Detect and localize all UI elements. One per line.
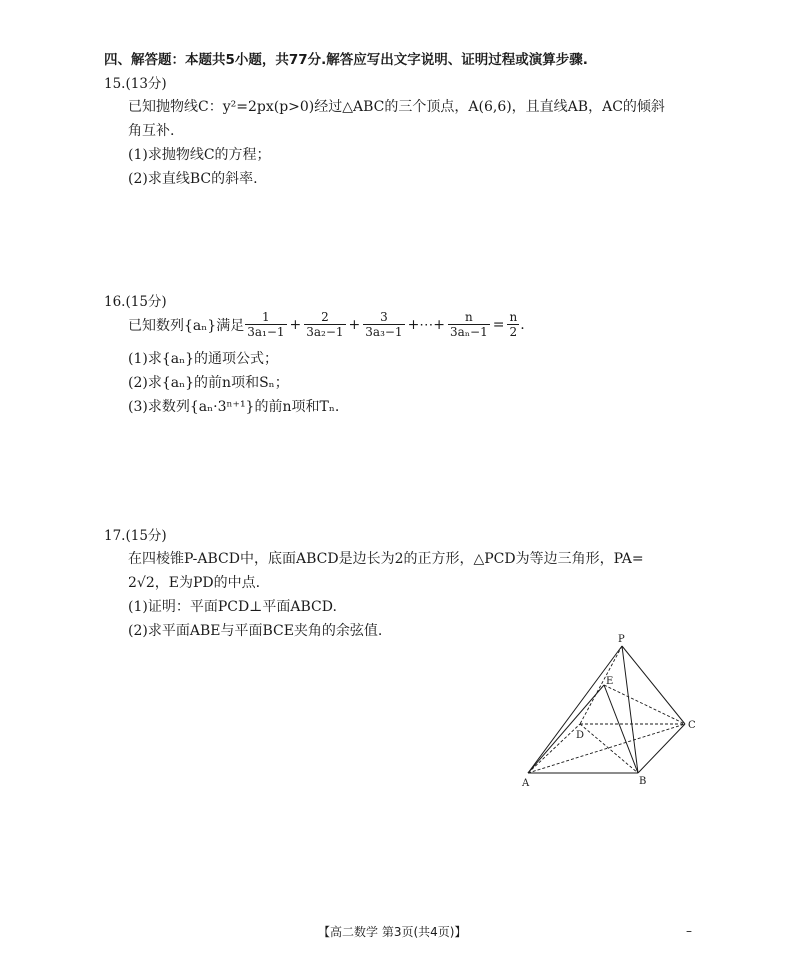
edge-AE	[528, 685, 604, 773]
ellipsis-plus: +⋯+	[407, 316, 446, 333]
label-A: A	[522, 778, 530, 789]
fraction-n-num: n	[465, 310, 473, 324]
q16-part3: (3)求数列{aₙ·3ⁿ⁺¹}的前n项和Tₙ.	[128, 399, 340, 415]
fraction-3-den: 3a₃−1	[365, 325, 403, 339]
q17-line1: 在四棱锥P-ABCD中，底面ABCD是边长为2的正方形，△PCD为等边三角形，PA=	[128, 551, 644, 567]
edge-PA	[528, 646, 622, 773]
q17-number: 17.(15分)	[104, 528, 167, 544]
edge-EC	[604, 685, 685, 724]
fraction-3	[363, 310, 404, 339]
q16-part1: (1)求{aₙ}的通项公式；	[128, 351, 279, 367]
edge-PC	[622, 646, 685, 724]
edge-PD	[580, 646, 622, 724]
section-header: 四、解答题：本题共5小题，共77分.解答应写出文字说明、证明过程或演算步骤.	[104, 52, 588, 68]
plus-sign: +	[348, 316, 361, 333]
corner-mark: –	[686, 924, 692, 938]
q16-prefix: 已知数列{aₙ}满足	[128, 317, 245, 334]
fraction-3-num: 3	[380, 310, 388, 324]
q16-number: 16.(15分)	[104, 294, 167, 310]
q17-line2: 2√2，E为PD的中点.	[128, 575, 261, 591]
q16-end: .	[520, 316, 525, 333]
q15-line2: 角互补.	[128, 123, 175, 139]
fraction-1-num: 1	[262, 310, 270, 324]
edge-BC	[638, 724, 685, 773]
q15-line1: 已知抛物线C：y²=2px(p>0)经过△ABC的三个顶点，A(6,6)，且直线AB，AC的倾斜	[128, 99, 665, 115]
label-D: D	[576, 730, 585, 741]
equals-sign: =	[492, 316, 505, 333]
fraction-n-den: 3aₙ−1	[450, 325, 488, 339]
edge-DB	[580, 724, 638, 773]
q15-number: 15.(13分)	[104, 76, 167, 92]
q16-part2: (2)求{aₙ}的前n项和Sₙ；	[128, 375, 289, 391]
label-E: E	[606, 676, 614, 687]
edge-PB	[622, 646, 638, 773]
q16-equation	[128, 310, 525, 339]
pyramid-figure	[510, 628, 710, 798]
label-C: C	[688, 720, 696, 731]
q17-part2: (2)求平面ABE与平面BCE夹角的余弦值.	[128, 623, 383, 639]
edge-AD	[528, 724, 580, 773]
fraction-1-den: 3a₁−1	[247, 325, 285, 339]
fraction-2-den: 3a₂−1	[306, 325, 344, 339]
fraction-1	[245, 310, 286, 339]
q15-part1: (1)求抛物线C的方程；	[128, 147, 271, 163]
label-B: B	[639, 776, 647, 787]
fraction-result-num: n	[509, 310, 518, 324]
fraction-n	[448, 310, 490, 339]
fraction-result	[507, 310, 519, 339]
plus-sign: +	[289, 316, 302, 333]
q15-part2: (2)求直线BC的斜率.	[128, 171, 258, 187]
page-footer: 【高二数学 第3页(共4页)】	[318, 925, 467, 939]
fraction-2-num: 2	[321, 310, 329, 324]
label-P: P	[618, 634, 625, 645]
fraction-result-den: 2	[507, 324, 519, 339]
fraction-2	[304, 310, 345, 339]
q17-part1: (1)证明：平面PCD⊥平面ABCD.	[128, 599, 337, 615]
